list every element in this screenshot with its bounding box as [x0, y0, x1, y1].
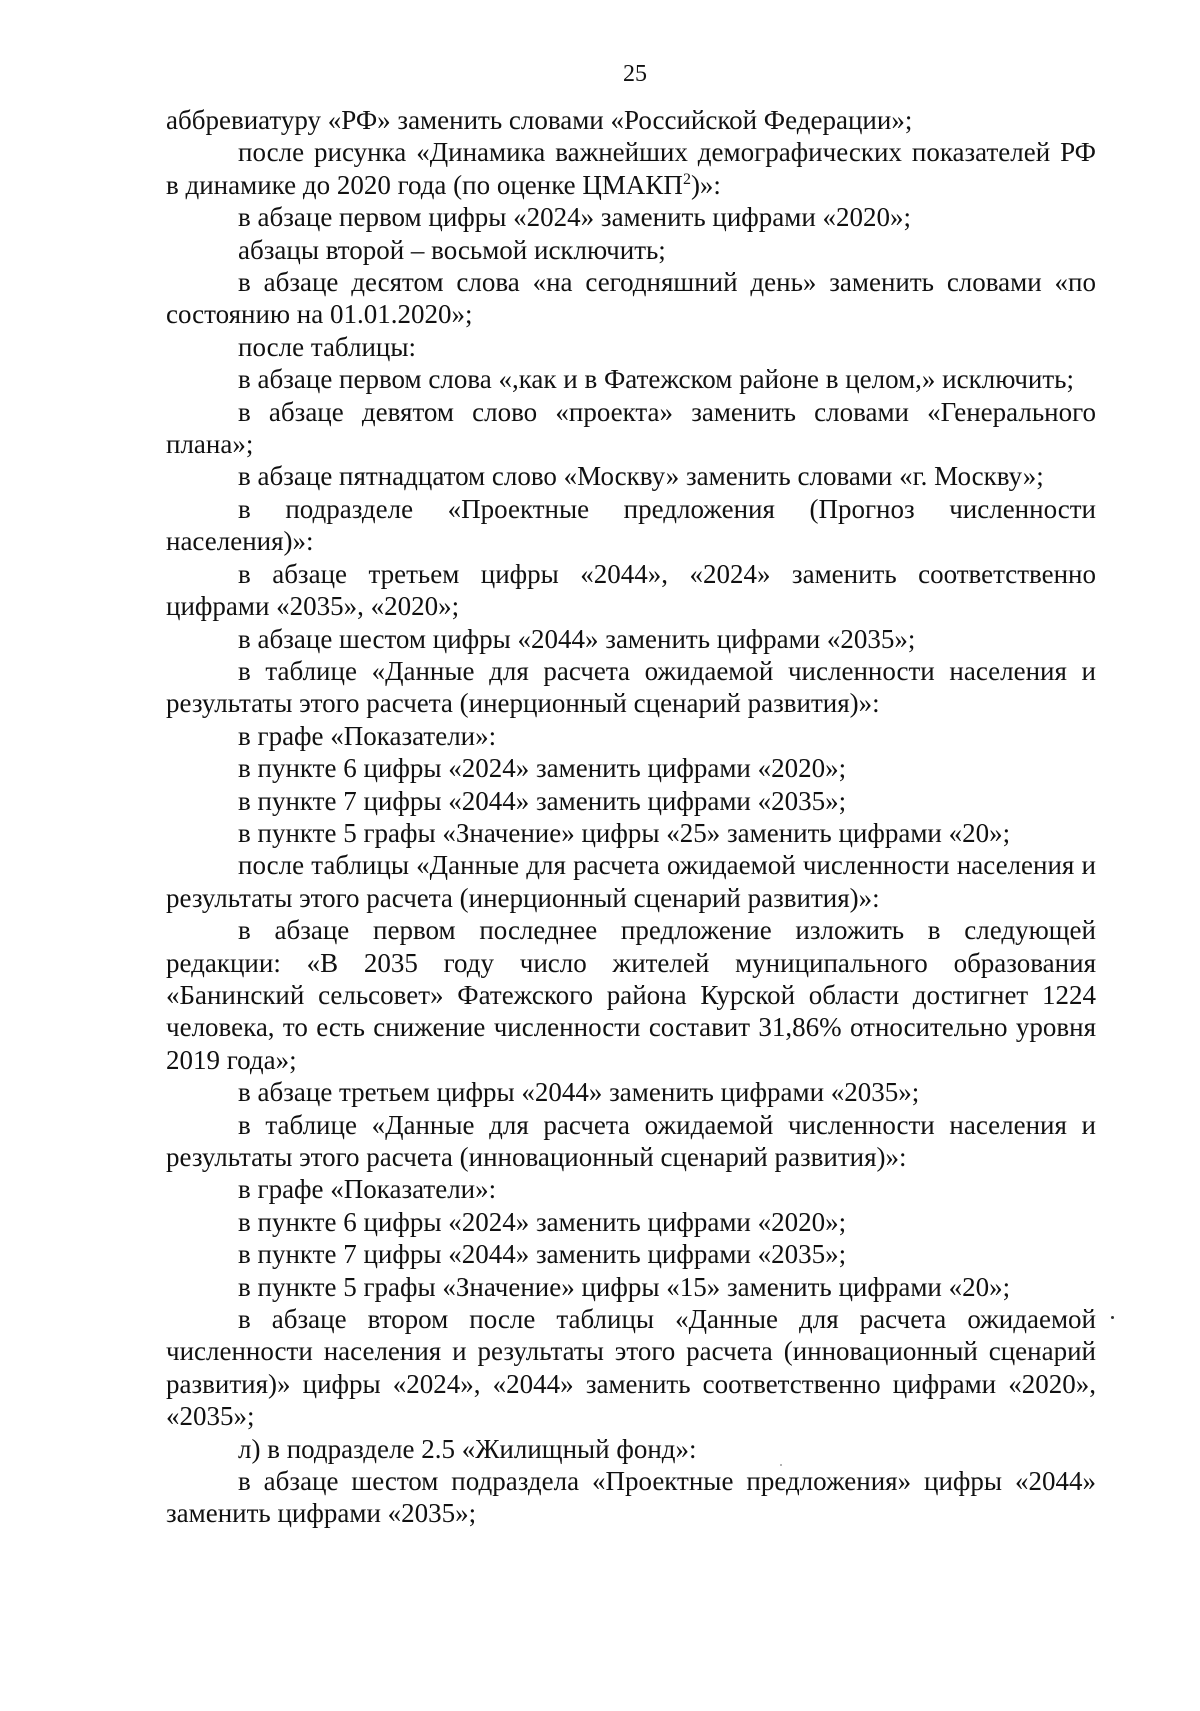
- document-body: [166, 104, 1096, 1530]
- paragraph: в абзаце первом цифры «2024» заменить цифрами «2020»;: [238, 202, 912, 233]
- paragraph-tail: )»:: [690, 169, 721, 200]
- paragraph: в абзаце первом слова «,как и в Фатежском районе в целом,» исключить;: [238, 364, 1074, 395]
- paragraph-text: после рисунка «Динамика важнейших демографических показателей РФ в динамике до 2020 года (по оценке ЦМАКП: [166, 137, 1096, 200]
- paragraph: в таблице «Данные для расчета ожидаемой численности населения и результаты этого расчета (инновационный сценарий развития)»:: [166, 1109, 1096, 1172]
- paragraph: в пункте 5 графы «Значение» цифры «25» заменить цифрами «20»;: [238, 817, 1011, 848]
- paragraph: л) в подразделе 2.5 «Жилищный фонд»:: [238, 1433, 697, 1464]
- paragraph: после таблицы:: [238, 331, 417, 362]
- paragraph: в абзаце третьем цифры «2044» заменить цифрами «2035»;: [238, 1077, 920, 1108]
- paragraph: в пункте 7 цифры «2044» заменить цифрами «2035»;: [238, 785, 847, 816]
- paragraph: в пункте 6 цифры «2024» заменить цифрами «2020»;: [238, 1206, 847, 1237]
- paragraph: в таблице «Данные для расчета ожидаемой численности населения и результаты этого расчета (инерционный сценарий развития)»:: [166, 655, 1096, 719]
- paragraph: в абзаце втором после таблицы «Данные для расчета ожидаемой численности населения и результаты этого расчета (инновационный сценарий развития)» цифры «2024», «2044» заменить соответственно цифрами «2020», «2035»;: [166, 1304, 1096, 1432]
- paragraph: в пункте 5 графы «Значение» цифры «15» заменить цифрами «20»;: [238, 1271, 1011, 1302]
- paragraph: в абзаце шестом подраздела «Проектные предложения» цифры «2044» заменить цифрами «2035»;: [166, 1466, 1096, 1529]
- scan-speck: [1111, 1316, 1114, 1319]
- page-number: 25: [623, 61, 647, 87]
- paragraph-with-footnote: [166, 136, 1096, 201]
- paragraph: в графе «Показатели»:: [238, 1174, 497, 1205]
- paragraph: в пункте 7 цифры «2044» заменить цифрами «2035»;: [238, 1239, 847, 1270]
- paragraph: в абзаце третьем цифры «2044», «2024» заменить соответственно цифрами «2035», «2020»;: [166, 558, 1096, 622]
- paragraph: в абзаце первом последнее предложение изложить в следующей редакции: «В 2035 году число жителей муниципального образования «Банинский сельсовет» Фатежского района Курской области достигнет 1224 человека, то есть снижение численности составит 31,86% относительно уровня 2019 года»;: [166, 915, 1096, 1075]
- paragraph: после таблицы «Данные для расчета ожидаемой численности населения и результаты этого расчета (инерционный сценарий развития)»:: [166, 850, 1096, 913]
- scan-speck: [780, 1464, 782, 1466]
- paragraph: в абзаце пятнадцатом слово «Москву» заменить словами «г. Москву»;: [238, 461, 1044, 492]
- paragraph: в пункте 6 цифры «2024» заменить цифрами «2020»;: [238, 753, 847, 784]
- paragraph: в подразделе «Проектные предложения (Прогноз численности населения)»:: [166, 493, 1096, 557]
- footnote-marker: 2: [682, 170, 691, 188]
- paragraph: в абзаце девятом слово «проекта» заменить словами «Генерального плана»;: [166, 396, 1096, 460]
- paragraph: в абзаце десятом слова «на сегодняшний день» заменить словами «по состоянию на 01.01.2020»;: [166, 267, 1096, 330]
- paragraph: в графе «Показатели»:: [238, 720, 497, 751]
- paragraph: абзацы второй – восьмой исключить;: [238, 234, 666, 265]
- paragraph: аббревиатуру «РФ» заменить словами «Российской Федерации»;: [166, 105, 913, 135]
- paragraph: в абзаце шестом цифры «2044» заменить цифрами «2035»;: [238, 623, 916, 654]
